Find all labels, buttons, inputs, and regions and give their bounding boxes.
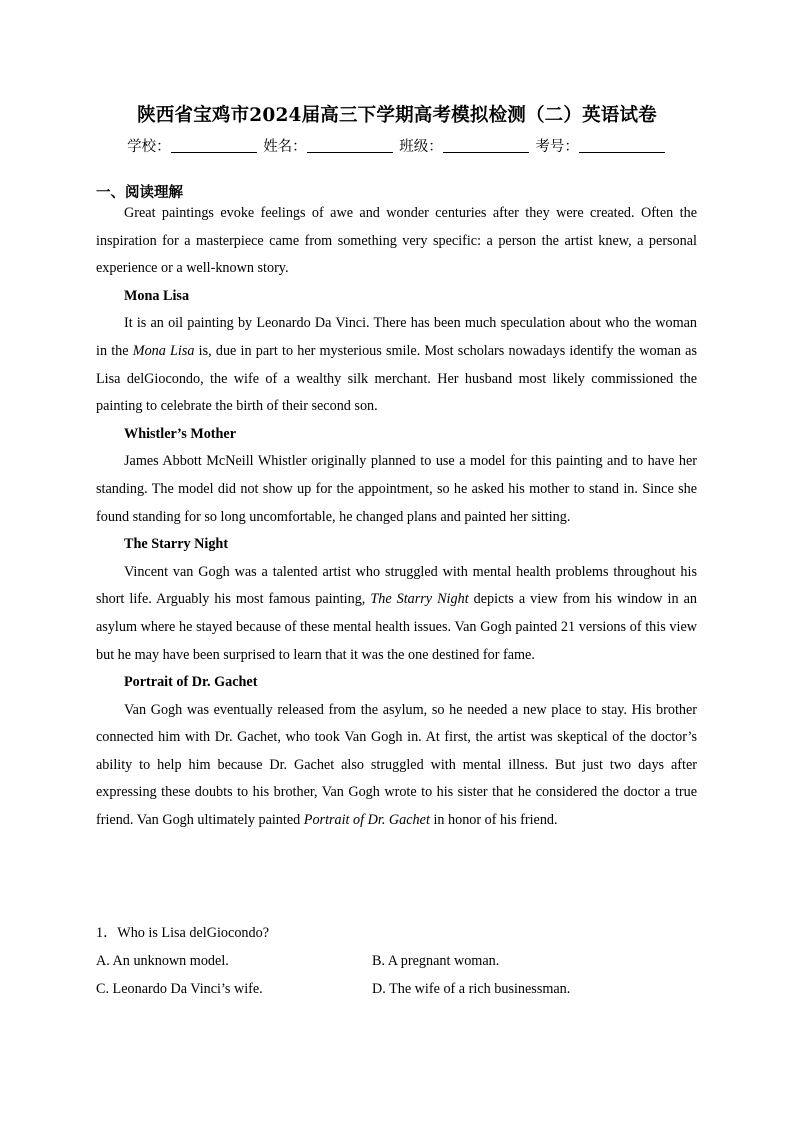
name-label: 姓名： <box>263 139 307 155</box>
name-blank[interactable] <box>307 138 393 153</box>
paragraph-starry-night: Vincent van Gogh was a talented artist who struggled with mental health problems throughout his short life. Arguably his most famous painting, The Starry Night depicts a view from his window in an asylum where he stayed because of these mental health issues. Van Gogh painted 21 versions of this view but he may have been surprised to learn that it was the one destined for fame. <box>96 563 697 663</box>
option-c[interactable]: C. Leonardo Da Vinci’s wife. <box>96 981 263 997</box>
painting-title-italic: Mona Lisa <box>132 342 195 359</box>
painting-title-italic: Portrait of Dr. Gachet <box>303 812 430 829</box>
painting-title-italic: The Starry Night <box>370 591 469 608</box>
option-b[interactable]: B. A pregnant woman. <box>372 953 500 969</box>
paragraph-mona-lisa: It is an oil painting by Leonardo Da Vinci. There has been much speculation about who the woman in the Mona Lisa is, due in part to her mysterious smile. Most scholars nowadays identify the woman as Lisa delGiocondo, the wife of a wealthy silk merchant. Her husband most likely commissioned the painting to celebrate the birth of their second son. <box>96 315 698 415</box>
heading-whistlers-mother: Whistler’s Mother <box>124 425 237 442</box>
question-1 <box>96 919 697 1003</box>
reading-passage <box>96 200 697 835</box>
question-stem: 1．Who is Lisa delGiocondo? <box>96 925 269 941</box>
school-label: 学校： <box>127 139 171 155</box>
intro-paragraph: Great paintings evoke feelings of awe and wonder centuries after they were created. Often the inspiration for a masterpiece came from something very specific: a person the artist knew, a personal experience or a well-known story. <box>96 205 697 277</box>
school-blank[interactable] <box>171 138 257 153</box>
page-title: 陕西省宝鸡市2024届高三下学期高考模拟检测（二）英语试卷 <box>137 105 657 126</box>
student-info-line <box>0 135 794 156</box>
option-a[interactable]: A. An unknown model. <box>96 953 229 969</box>
paragraph-whistlers-mother: James Abbott McNeill Whistler originally planned to use a model for this painting and to have her standing. The model did not show up for the appointment, so he asked his mother to stand in. Since she found standing for so long uncomfortable, he changed plans and painted her sitting. <box>96 453 697 525</box>
section-heading: 一、阅读理解 <box>96 185 183 201</box>
paragraph-portrait-dr-gachet: Van Gogh was eventually released from the asylum, so he needed a new place to stay. His brother connected him with Dr. Gachet, who took Van Gogh in. At first, the artist was skeptical of the doctor’s ability to help him because Dr. Gachet also struggled with mental illness. But just two days after expressing these doubts to his brother, Van Gogh wrote to his sister that he considered the doctor a true friend. Van Gogh ultimately painted Portrait of Dr. Gachet in honor of his friend. <box>96 701 697 829</box>
heading-portrait-dr-gachet: Portrait of Dr. Gachet <box>124 674 258 691</box>
heading-mona-lisa: Mona Lisa <box>124 287 190 304</box>
exam-number-label: 考号： <box>535 139 579 155</box>
option-d[interactable]: D. The wife of a rich businessman. <box>372 981 571 997</box>
class-label: 班级： <box>399 139 443 155</box>
class-blank[interactable] <box>443 138 529 153</box>
heading-starry-night: The Starry Night <box>124 536 229 553</box>
exam-number-blank[interactable] <box>579 138 665 153</box>
answer-options <box>96 947 697 1003</box>
